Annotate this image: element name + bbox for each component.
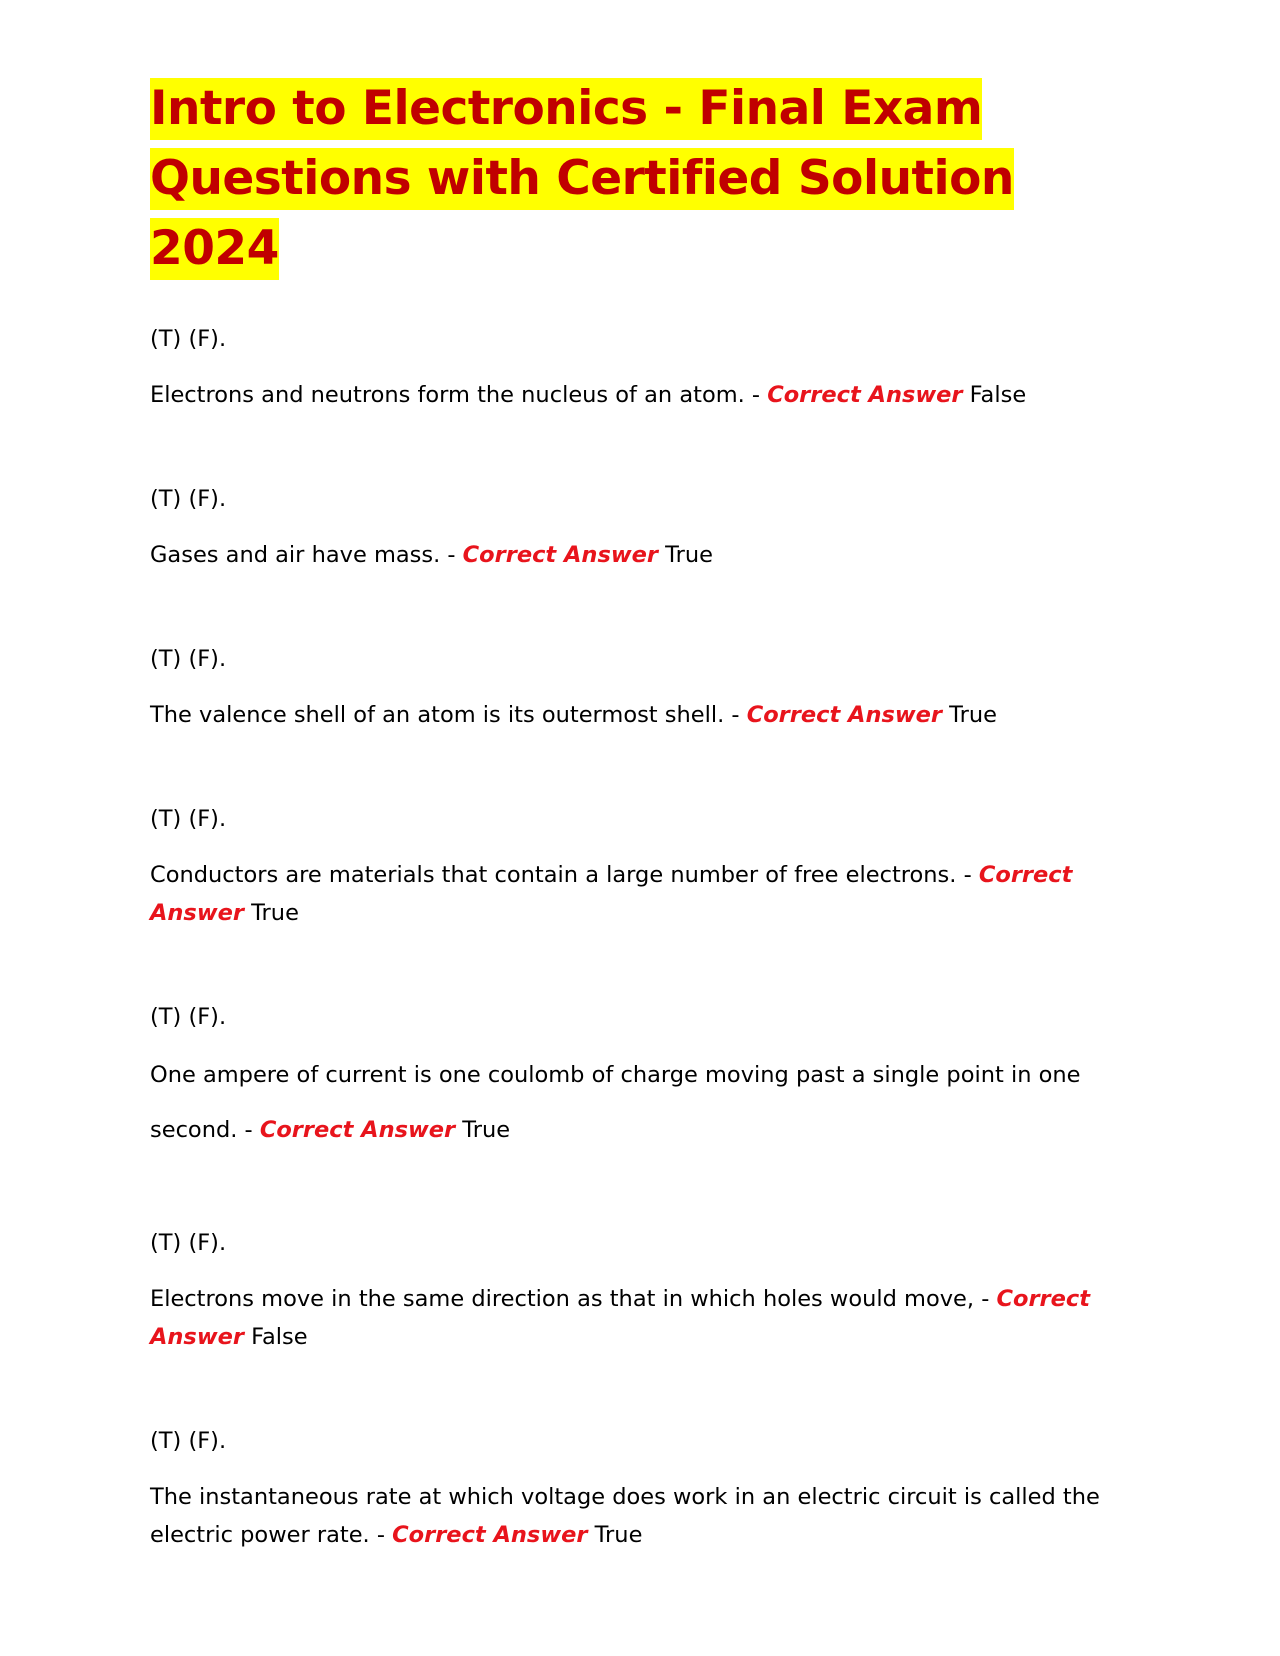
question-7: [150, 1424, 1140, 1554]
question-prompt: (T) (F).: [150, 1004, 227, 1030]
correct-answer-label: Correct Answer: [767, 382, 963, 408]
title-highlight: Intro to Electronics - Final Exam Questions with Certified Solution 2024: [150, 78, 1014, 280]
answer-value: False: [962, 382, 1027, 408]
answer-value: True: [658, 542, 713, 568]
correct-answer-label: Correct Answer: [150, 1286, 1090, 1350]
statement-text: Electrons move in the same direction as that in which holes would move, -: [150, 1286, 997, 1312]
correct-answer-label: Correct Answer: [259, 1117, 456, 1143]
answer-value: True: [243, 900, 299, 926]
question-prompt: (T) (F).: [150, 1230, 227, 1256]
spacer: [150, 574, 1140, 642]
document-page: [150, 74, 1140, 1554]
question-statement: [150, 376, 1140, 414]
answer-value: True: [942, 702, 997, 728]
statement-text: One ampere of current is one coulomb of charge moving past a single point in one second. -: [150, 1062, 1081, 1143]
question-prompt: (T) (F).: [150, 646, 227, 672]
question-4: [150, 802, 1140, 932]
question-prompt: (T) (F).: [150, 1428, 227, 1454]
question-3: [150, 642, 1140, 734]
answer-value: False: [243, 1324, 308, 1350]
question-statement: [150, 536, 1140, 574]
question-1: [150, 322, 1140, 414]
question-statement: [150, 1048, 1140, 1158]
statement-text: The valence shell of an atom is its outermost shell. -: [150, 702, 747, 728]
question-prompt: (T) (F).: [150, 326, 227, 352]
question-2: [150, 482, 1140, 574]
correct-answer-label: Correct Answer: [150, 862, 1073, 926]
correct-answer-label: Correct Answer: [392, 1522, 588, 1548]
answer-value: True: [455, 1117, 511, 1143]
statement-text: The instantaneous rate at which voltage does work in an electric circuit is called the electric power rate. -: [150, 1484, 1100, 1548]
question-prompt: (T) (F).: [150, 806, 227, 832]
statement-text: Electrons and neutrons form the nucleus of an atom. -: [150, 382, 768, 408]
statement-text: Conductors are materials that contain a large number of free electrons. -: [150, 862, 979, 888]
spacer: [150, 1356, 1140, 1424]
question-6: [150, 1226, 1140, 1356]
question-statement: [150, 1478, 1140, 1554]
document-title: [150, 74, 1140, 284]
statement-text: Gases and air have mass. -: [150, 542, 463, 568]
spacer: [150, 734, 1140, 802]
spacer: [150, 932, 1140, 1000]
correct-answer-label: Correct Answer: [746, 702, 943, 728]
question-statement: [150, 856, 1140, 932]
question-statement: [150, 1280, 1140, 1356]
correct-answer-label: Correct Answer: [462, 542, 658, 568]
answer-value: True: [587, 1522, 643, 1548]
question-prompt: (T) (F).: [150, 486, 227, 512]
question-statement: [150, 696, 1140, 734]
spacer: [150, 1158, 1140, 1226]
spacer: [150, 414, 1140, 482]
question-5: [150, 1000, 1140, 1158]
